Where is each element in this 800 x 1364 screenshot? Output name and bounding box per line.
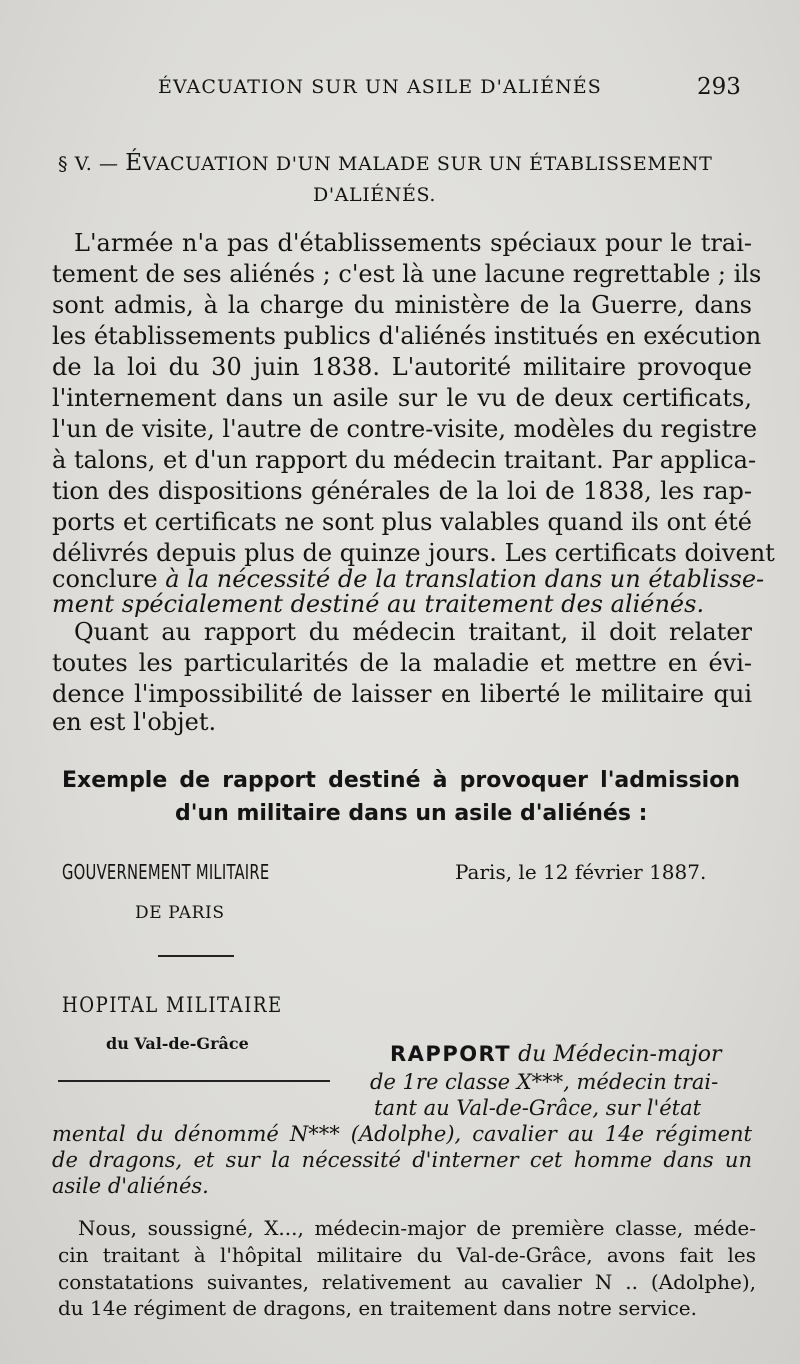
body-line: L'armée n'a pas d'établissements spéciaux pour le trai- [74,229,752,257]
rapport-line1: du Médecin-major [511,1042,722,1067]
body-line: de la loi du 30 juin 1838. L'autorité militaire provoque [52,353,752,381]
conclure-text: conclure [52,565,166,593]
body-line: tion des dispositions générales de la loi de 1838, les rap- [52,477,752,505]
letterhead-val-de-grace: du Val-de-Grâce [106,1034,249,1053]
divider-rule [158,955,234,957]
example-heading-line1: Exemple de rapport destiné à provoquer l'admission [62,768,740,793]
letter-date: Paris, le 12 février 1887. [455,860,707,884]
closing-line: du 14e régiment de dragons, en traitement dans notre service. [58,1296,697,1320]
section-initial: É [125,150,143,176]
body-line: délivrés depuis plus de quinze jours. Les certificats doivent [52,539,775,567]
body-line: en est l'objet. [52,708,217,736]
rapport-line: tant au Val-de-Grâce, sur l'état [374,1096,702,1120]
body-line-mixed [52,565,765,593]
section-title-line1 [58,150,712,176]
rapport-title [390,1042,722,1067]
body-line: les établissements publics d'aliénés institués en exécution [52,322,762,350]
example-heading-line2: d'un militaire dans un asile d'aliénés : [175,801,648,826]
rapport-line: de 1re classe X***, médecin trai- [370,1070,719,1094]
body-line: Quant au rapport du médecin traitant, il doit relater [74,618,752,646]
body-line: sont admis, à la charge du ministère de la Guerre, dans [52,291,752,319]
page-number: 293 [697,74,741,100]
body-line: ports et certificats ne sont plus valables quand ils ont été [52,508,752,536]
rapport-line: de dragons, et sur la nécessité d'interner cet homme dans un [52,1148,752,1172]
body-line: tement de ses aliénés ; c'est là une lacune regrettable ; ils [52,260,762,288]
rapport-bold: RAPPORT [390,1042,512,1066]
letterhead-gouvernement: GOUVERNEMENT MILITAIRE [62,860,270,884]
body-line: l'un de visite, l'autre de contre-visite, modèles du registre [52,415,758,443]
closing-line: constatations suivantes, relativement au cavalier N .. (Adolphe), [58,1270,756,1294]
section-title-line2: D'ALIÉNÉS. [313,184,437,206]
body-line: toutes les particularités de la maladie et mettre en évi- [52,649,752,677]
body-line: l'internement dans un asile sur le vu de deux certificats, [52,384,752,412]
letterhead-hopital: HOPITAL MILITAIRE [62,993,283,1017]
section-prefix: § V. — [58,153,126,175]
running-head: ÉVACUATION SUR UN ASILE D'ALIÉNÉS [158,76,602,98]
section-title-rest: VACUATION D'UN MALADE SUR UN ÉTABLISSEMENT [142,153,713,175]
rapport-line: asile d'aliénés. [52,1174,209,1198]
body-line: dence l'impossibilité de laisser en liberté le militaire qui [52,680,752,708]
body-italic-line: ment spécialement destiné au traitement des aliénés. [52,590,705,618]
rapport-line: mental du dénommé N*** (Adolphe), cavalier au 14e régiment [52,1122,752,1146]
ornamental-rule [58,1080,330,1082]
closing-line: Nous, soussigné, X..., médecin-major de première classe, méde- [78,1216,756,1240]
letterhead-de-paris: DE PARIS [135,903,225,923]
body-line: à talons, et d'un rapport du médecin traitant. Par applica- [52,446,757,474]
closing-line: cin traitant à l'hôpital militaire du Val-de-Grâce, avons fait les [58,1243,756,1267]
conclure-italic: à la nécessité de la translation dans un établisse- [165,565,765,593]
